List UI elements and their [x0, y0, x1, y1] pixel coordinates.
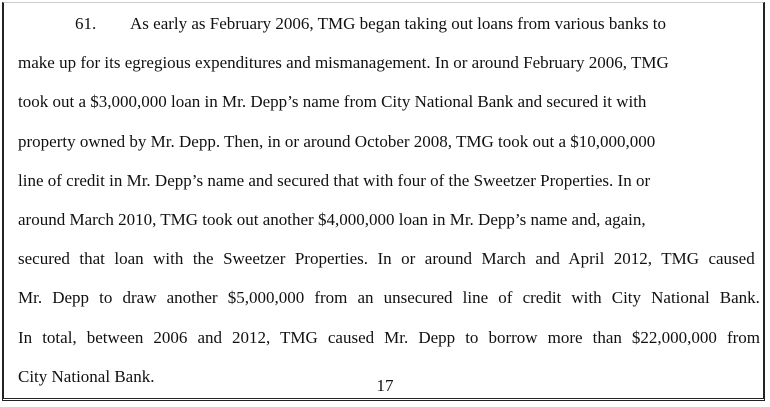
paragraph-line: took out a $3,000,000 loan in Mr. Depp’s name from City National Bank and secured it with — [18, 92, 647, 112]
paragraph-line: around March 2010, TMG took out another $4,000,000 loan in Mr. Depp’s name and, again, — [18, 209, 646, 229]
paragraph-line: In total, between 2006 and 2012, TMG caused Mr. Depp to borrow more than $22,000,000 from — [18, 327, 761, 347]
paragraph-line: make up for its egregious expenditures and mismanagement. In or around February 2006, TMG — [18, 53, 669, 73]
paragraph-line: City National Bank. — [18, 366, 155, 386]
page-number: 17 — [376, 376, 394, 395]
paragraph-line: line of credit in Mr. Depp’s name and secured that with four of the Sweetzer Properties. In or — [18, 170, 651, 190]
paragraph-line — [18, 11, 760, 50]
paragraph-line: secured that loan with the Sweetzer Properties. In or around March and April 2012, TMG caused — [18, 249, 755, 269]
paragraph-number: 61. — [75, 14, 97, 33]
paragraph-line: property owned by Mr. Depp. Then, in or around October 2008, TMG took out a $10,000,000 — [18, 131, 656, 151]
paragraph-line-text: As early as February 2006, TMG began taking out loans from various banks to — [130, 14, 667, 33]
paragraph-line: Mr. Depp to draw another $5,000,000 from an unsecured line of credit with City National Bank. — [18, 288, 760, 308]
paragraph-61 — [18, 11, 760, 403]
